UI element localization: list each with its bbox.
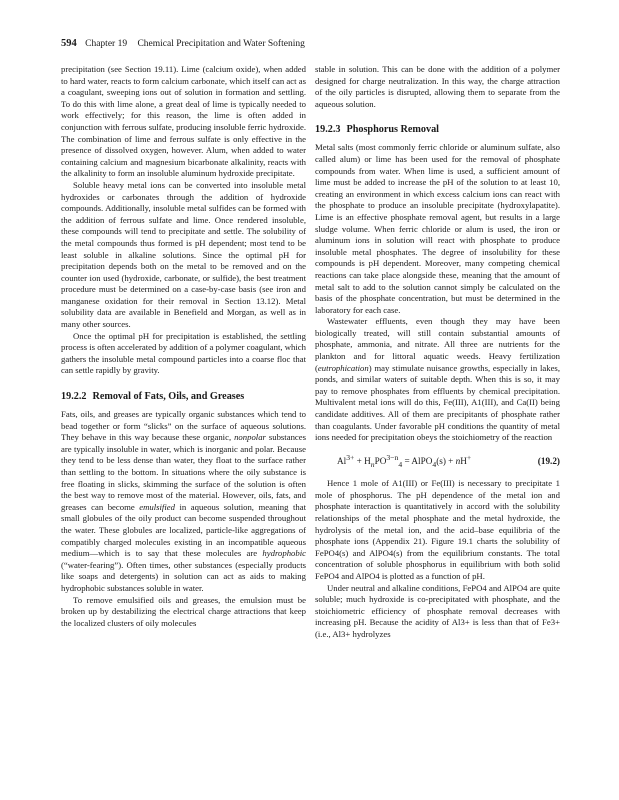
equation-body (337, 452, 471, 470)
paragraph (315, 316, 560, 444)
section-title: Phosphorus Removal (346, 124, 440, 136)
left-column (61, 64, 306, 629)
section-number: 19.2.3 (315, 124, 341, 136)
eq-part: n (370, 459, 375, 469)
italic-term: emulsified (139, 501, 175, 512)
paragraph: Once the optimal pH for precipitation is established, the settling process is often accelerated by addition of a polymer coagulant, which gathers the insoluble metal compound particles into a coarse floc that can settle rapidly by gravity. (61, 330, 306, 376)
eq-part: (s) + (436, 455, 456, 466)
paragraph: Soluble heavy metal ions can be converted into insoluble metal hydroxides or carbonates through the addition of hydroxide compounds. Additionally, insoluble metal sulfides can be formed with the addition of ferrous sulfate and lime. Once rendered insoluble, these compounds will tend to precipitate and settle. The solubility of the metal compounds thus formed is pH dependent; most tend to be least soluble in alkaline solutions. Since the optimal pH for precipitation depends both on the metal to be removed and on the counter ion used (hydroxide, carbonate, or sulfide), the best treatment procedure must be determined on a case-by-case basis (see iron and manganese oxidation for their removal in Section 13.12). Metal solubility data are available in Benefield and Morgan, as well as in many other sources. (61, 179, 306, 330)
italic-term: nonpolar (234, 432, 266, 443)
page-number: 594 (61, 38, 77, 49)
paragraph: Hence 1 mole of A1(III) or Fe(III) is necessary to precipitate 1 mole of phosphorus. The pH dependence of the metal ion and phosphate interaction is quantitatively in accord with the solubility relationships of the metal phosphate and the metal hydroxide, the hydrolysis of the metal ion, and the acid–base equilibria of the phosphate ions (Appendix 21). Figure 19.1 charts the solubility of FePO4(s) and AlPO4(s) from the equilibrium constants. The total concentration of soluble phosphorus in equilibrium with both solid FePO4 and AlPO4 is plotted as a function of pH. (315, 478, 560, 582)
eq-part: 4 (398, 459, 403, 469)
text-run: Fats, oils, and greases are typically organic substances which tend to bead together or form “slicks” on the surface of aqueous solutions. They behave in this way because these organic, (61, 409, 306, 443)
paragraph: precipitation (see Section 19.11). Lime (calcium oxide), when added to hard water, reacts to form calcium carbonate, which itself can act as a coagulant, sweeping ions out of solution in formation and settling. To do this with lime alone, a great deal of lime is typically needed to work effectively; for this reason, the lime is often added in conjunction with ferrous sulfate, producing insoluble ferric hydroxide. The combination of lime and ferrous sulfate is only effective in the presence of dissolved oxygen, however. Alum, when added to water containing calcium and magnesium bicarbonate alkalinity, reacts with the alkalinity to form an insoluble aluminum hydroxide precipitate. (61, 64, 306, 179)
eq-part: + (466, 452, 472, 462)
eq-part: = AlPO (402, 455, 433, 466)
eq-part: 3−n (386, 452, 399, 462)
equation-number: (19.2) (537, 455, 560, 466)
section-heading (61, 391, 306, 403)
text-run: in aqueous solution, meaning that small globules of the oily product can become suspended throughout the water. These globules are localized, particle-like aggregations of compatibly charged molecules existing in an incompatible aqueous medium—which is to say that these molecules are (61, 501, 306, 559)
equation-19-2 (315, 452, 560, 470)
text-run: (“water-fearing”). Often times, other substances (especially products like soaps and detergents) in solution can act as aids to making hydrophobic substances soluble in water. (61, 559, 306, 593)
eq-part: n (455, 455, 461, 466)
eq-part: PO (374, 455, 387, 466)
italic-term: eutrophication (317, 362, 369, 373)
text-run: ) may stimulate nuisance growths, especially in lakes, ponds, and similar waters of suitable depth. When this is so, it may pay to remove phosphates from effluents by chemical precipitation. Multivalent metal ions will do this, Fe(III), A1(III), and Ca(II) being candidate additives. All of them are precipitants of phosphate rather than coagulants. Under favorable pH conditions the quantity of metal ions needed for precipitation obeys the stoichiometry of the reaction (315, 362, 560, 443)
eq-part: + H (354, 455, 371, 466)
chapter-title: Chemical Precipitation and Water Softening (137, 39, 305, 49)
paragraph: Metal salts (most commonly ferric chloride or aluminum sulfate, also called alum) or lime has been used for the removal of phosphate compounds from water. When lime is used, a sufficient amount of lime must be added to increase the pH of the solution to at least 10, creating an environment in which excess calcium ions can react with the phosphate to produce an insoluble precipitate (hydroxylapatite). Lime is an effective phosphate removal agent, but results in a large sludge volume. When ferric chloride or alum is used, the iron or aluminum ions in solution will react with phosphate to produce insoluble metal phosphates. The degree of insolubility for these compounds is pH dependent. Moreover, many competing chemical reactions can take place alongside these, meaning that the amount of metal salt to add to the solution cannot simply be calculated on the basis of the phosphate concentration, but must be determined in the laboratory for each case. (315, 142, 560, 315)
right-column (315, 64, 560, 641)
section-title: Removal of Fats, Oils, and Greases (92, 391, 245, 403)
section-heading (315, 124, 560, 136)
eq-part: Al (337, 455, 347, 466)
eq-part: 3+ (346, 452, 355, 462)
eq-part: H (460, 455, 467, 466)
paragraph (61, 409, 306, 595)
running-header (61, 38, 305, 49)
paragraph: stable in solution. This can be done with the addition of a polymer designed for charge neutralization. In this way, the charge attraction of the oily particles is disrupted, allowing them to separate from the aqueous solution. (315, 64, 560, 109)
chapter-label: Chapter 19 (85, 39, 128, 49)
text-run: substances are typically insoluble in water, which is inorganic and polar. Because they tend to be less dense than water, they float to the surface rather than settling to the bottom. In situations where the oily substance is free floating in slicks, skimming the surface of the solution is often the best way to remove most of the material. However, oils, fats, and greases can become (61, 432, 307, 512)
text-run: Wastewater effluents, even though they may have been biologically treated, will still contain substantial amounts of phosphate, ammonia, and nitrate. All three are nutrients for the plankton and for littoral aquatic weeds. Heavy fertilization ( (315, 316, 560, 373)
italic-term: hydrophobic (262, 548, 306, 559)
eq-part: 4 (432, 459, 437, 469)
paragraph: Under neutral and alkaline conditions, FePO4 and AlPO4 are quite soluble; much hydroxide is co-precipitated with phosphate, and the stoichiometric efficiency of phosphate removal decreases with increasing pH. Because the acidity of Al3+ is less than that of Fe3+ (i.e., Al3+ hydrolyzes (315, 582, 560, 640)
section-number: 19.2.2 (61, 391, 87, 403)
paragraph: To remove emulsified oils and greases, the emulsion must be broken up by destabilizing the electrical charge attractions that keep the localized clusters of oily molecules (61, 594, 306, 628)
